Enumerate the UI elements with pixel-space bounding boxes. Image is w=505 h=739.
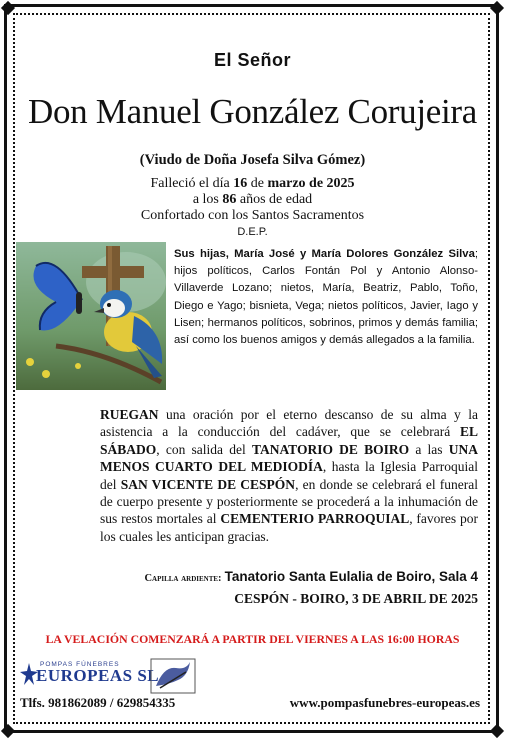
logo-small-text: POMPAS FÚNEBRES <box>40 661 120 668</box>
ceremony-paragraph: RUEGAN una oración por el eterno descanso de su alma y la asistencia a la conducción del cadáver, que se celebrará EL SÁBADO, con salida del TANATORIO DE BOIRO a las UNA MENOS CUARTO DEL MEDIODÍA, hasta la Iglesia Parroquial del SAN VICENTE DE CESPÓN, en donde se celebrará el funeral de cuerpo presente y posteriormente se procederá a la inhumación de sus restos mortales al CEMENTERIO PARROQUIAL, favores por los cuales les anticipan gracias. <box>100 407 479 544</box>
age-line: a los 86 años de edad <box>192 192 313 207</box>
family-rest: ; hijos políticos, Carlos Fontán Pol y Antonio Alonso-Villaverde Lozano; nietos, María, Beatriz, Pablo, Toño, Diego e Yago; bisnieta, Vega; nietos políticos, Javier, Iago y Lisen; hermanos políticos, sobrinos, primos y demás familia; así como los buenos amigos y demás allegados a la familia. <box>174 248 478 347</box>
phone-numbers: Tlfs. 981862089 / 629854335 <box>20 695 176 710</box>
logo-name: EUROPEAS SL <box>36 666 160 685</box>
logo-emblem-icon <box>150 658 196 699</box>
sacraments-line: Confortado con los Santos Sacramentos <box>140 208 365 223</box>
velacion-notice: LA VELACIÓN COMENZARÁ A PARTIR DEL VIERNES A LAS 16:00 HORAS <box>45 632 460 646</box>
family-lead: Sus hijas, María José y María Dolores González Silva <box>174 248 475 260</box>
website-link[interactable]: www.pompasfunebres-europeas.es <box>289 695 480 710</box>
chapel-value: Tanatorio Santa Eulalia de Boiro, Sala 4 <box>224 569 478 584</box>
widow-note: (Viudo de Doña Josefa Silva Gómez) <box>139 152 366 168</box>
deceased-name: Don Manuel González Corujeira <box>27 92 478 131</box>
chapel-label: Capilla ardiente: <box>144 573 222 584</box>
chapel-line <box>118 569 478 585</box>
family-paragraph <box>174 246 478 349</box>
death-date-line: Falleció el día 16 de marzo de 2025 <box>150 176 355 191</box>
dep-label: D.E.P. <box>237 226 268 238</box>
title-prefix: El Señor <box>213 50 292 70</box>
butterfly-bird-cross-icon <box>16 242 166 390</box>
memorial-photo <box>16 242 166 390</box>
place-date: CESPÓN - BOIRO, 3 DE ABRIL DE 2025 <box>234 591 478 606</box>
